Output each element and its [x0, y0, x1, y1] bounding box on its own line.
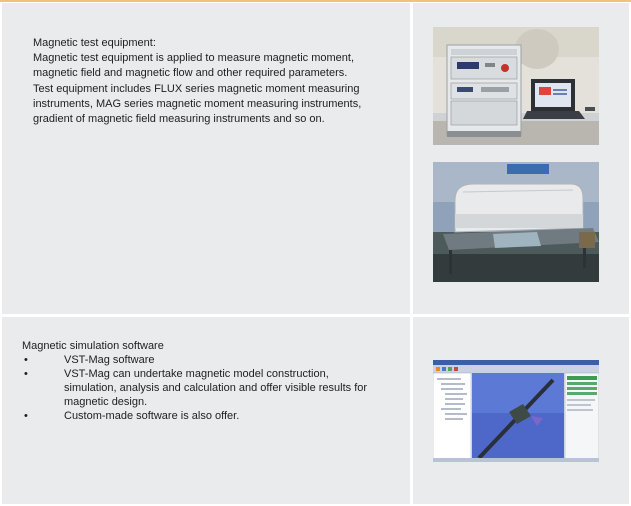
software-image-cell [413, 317, 629, 504]
bullet-marker: • [24, 410, 28, 422]
equipment-line: gradient of magnetic field measuring instruments and so on. [33, 113, 325, 126]
bullet-text: VST-Mag software [64, 354, 155, 366]
bullet-marker: • [24, 368, 28, 380]
software-heading: Magnetic simulation software [22, 340, 164, 352]
bullet-text: Custom-made software is also offer. [64, 410, 240, 422]
bullet-text: simulation, analysis and calculation and offer visible results for [64, 382, 368, 394]
test-equipment-photo [433, 27, 599, 145]
bullet-item [22, 367, 402, 409]
measuring-instrument-photo [433, 162, 599, 282]
bullet-marker: • [24, 354, 28, 366]
bullet-item [22, 353, 402, 367]
software-text-cell [2, 317, 410, 504]
equipment-heading: Magnetic test equipment: [33, 37, 156, 49]
bullet-item [22, 409, 402, 423]
software-description [22, 339, 402, 423]
bullet-text: magnetic design. [64, 396, 148, 408]
equipment-line: Magnetic test equipment is applied to measure magnetic moment, [33, 52, 354, 65]
equipment-description [33, 36, 393, 127]
equipment-text-cell [2, 3, 410, 314]
equipment-image-cell [413, 3, 629, 314]
top-accent-line [0, 0, 631, 2]
software-screenshot [433, 360, 599, 462]
equipment-line: instruments, MAG series magnetic moment measuring instruments, [33, 97, 362, 110]
equipment-line: magnetic field and magnetic flow and other required parameters. [33, 67, 348, 80]
bullet-text: VST-Mag can undertake magnetic model construction, [64, 368, 329, 380]
equipment-line: Test equipment includes FLUX series magnetic moment measuring [33, 82, 360, 95]
